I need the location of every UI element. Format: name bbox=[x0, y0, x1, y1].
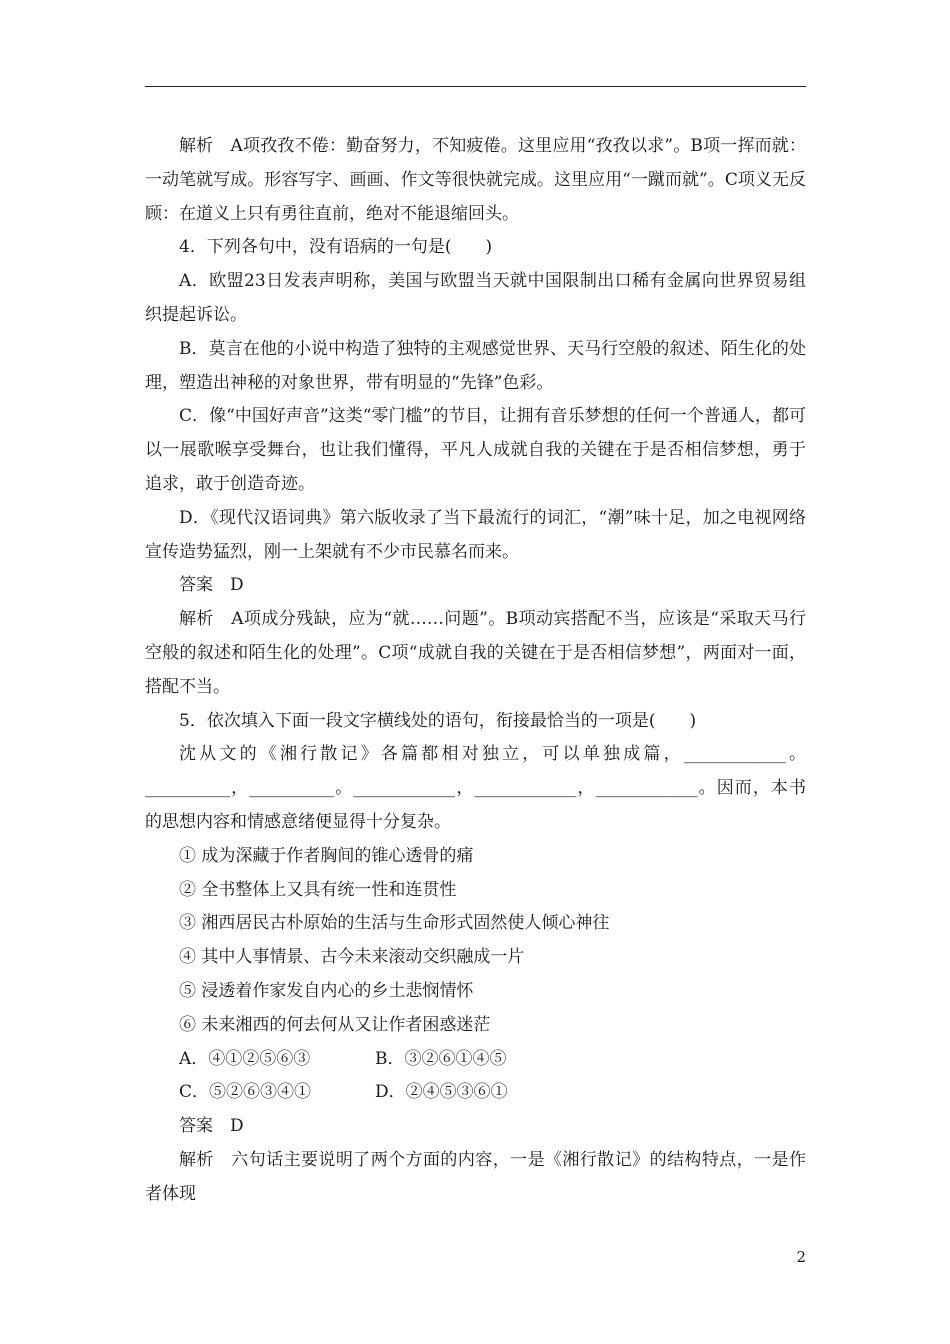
document-body bbox=[145, 130, 806, 1212]
answer-q4: 答案 D bbox=[179, 575, 244, 596]
q5-sentence-2: ② 全书整体上又具有统一性和连贯性 bbox=[179, 879, 457, 900]
q4-option-c: C．像“中国好声音”这类“零门槛”的节目，让拥有音乐梦想的任何一个普通人，都可以一展歌喉享受舞台，也让我们懂得，平凡人成就自我的关键在于是否相信梦想，勇于追求，敢于创造奇迹。 bbox=[145, 406, 806, 494]
q4-option-a: A．欧盟23日发表声明称，美国与欧盟当天就中国限制出口稀有金属向世界贸易组织提起诉讼。 bbox=[145, 271, 806, 325]
question-5: 5．依次填入下面一段文字横线处的语句，衔接最恰当的一项是( ) bbox=[179, 710, 697, 731]
q5-sentence-1: ① 成为深藏于作者胸间的锥心透骨的痛 bbox=[179, 845, 474, 866]
q5-choices-row-1 bbox=[145, 1043, 806, 1077]
explanation-q4: 解析 A项成分残缺，应为“就……问题”。B项动宾搭配不当，应该是“采取天马行空般的叙述和陌生化的处理”。C项“成就自我的关键在于是否相信梦想”，两面对一面，搭配不当。 bbox=[145, 609, 806, 697]
q5-choice-c: C．⑤②⑥③④① bbox=[179, 1082, 312, 1103]
q5-sentence-4: ④ 其中人事情景、古今未来滚动交织融成一片 bbox=[179, 947, 525, 968]
q5-choice-a: A．④①②⑤⑥③ bbox=[179, 1048, 311, 1069]
q5-choices-row-2 bbox=[145, 1076, 806, 1110]
header-rule bbox=[145, 86, 806, 87]
q5-sentence-3: ③ 湘西居民古朴原始的生活与生命形式固然使人倾心神往 bbox=[179, 913, 610, 934]
q5-sentence-5: ⑤ 浸透着作家发自内心的乡土悲悯情怀 bbox=[179, 980, 474, 1001]
q5-choice-b: B．③②⑥①④⑤ bbox=[375, 1048, 507, 1069]
q5-choice-d: D．②④⑤③⑥① bbox=[375, 1082, 508, 1103]
q4-option-b: B．莫言在他的小说中构造了独特的主观感觉世界、天马行空般的叙述、陌生化的处理，塑造出神秘的对象世界，带有明显的“先锋”色彩。 bbox=[145, 338, 806, 393]
q5-passage: 沈从文的《湘行散记》各篇都相对独立，可以单独成篇，____________。__________，__________。____________，____________，____________。因而，本书的思想内容和情感意绪便显得十分复杂。 bbox=[145, 744, 806, 832]
question-4: 4．下列各句中，没有语病的一句是( ) bbox=[179, 237, 493, 258]
q4-option-d: D．《现代汉语词典》第六版收录了当下最流行的词汇，“潮”味十足，加之电视网络宣传造势猛烈，刚一上架就有不少市民慕名而来。 bbox=[145, 507, 806, 562]
page-number: 2 bbox=[796, 1248, 806, 1266]
explanation-q5: 解析 六句话主要说明了两个方面的内容，一是《湘行散记》的结构特点，一是作者体现 bbox=[145, 1149, 806, 1204]
q5-sentence-6: ⑥ 未来湘西的何去何从又让作者困惑迷茫 bbox=[179, 1014, 491, 1035]
explanation-q3: 解析 A项孜孜不倦：勤奋努力，不知疲倦。这里应用“孜孜以求”。B项一挥而就：一动笔就写成。形容写字、画画、作文等很快就完成。这里应用“一蹴而就”。C项义无反顾：在道义上只有勇往直前，绝对不能退缩回头。 bbox=[145, 136, 806, 224]
answer-q5: 答案 D bbox=[179, 1116, 244, 1137]
